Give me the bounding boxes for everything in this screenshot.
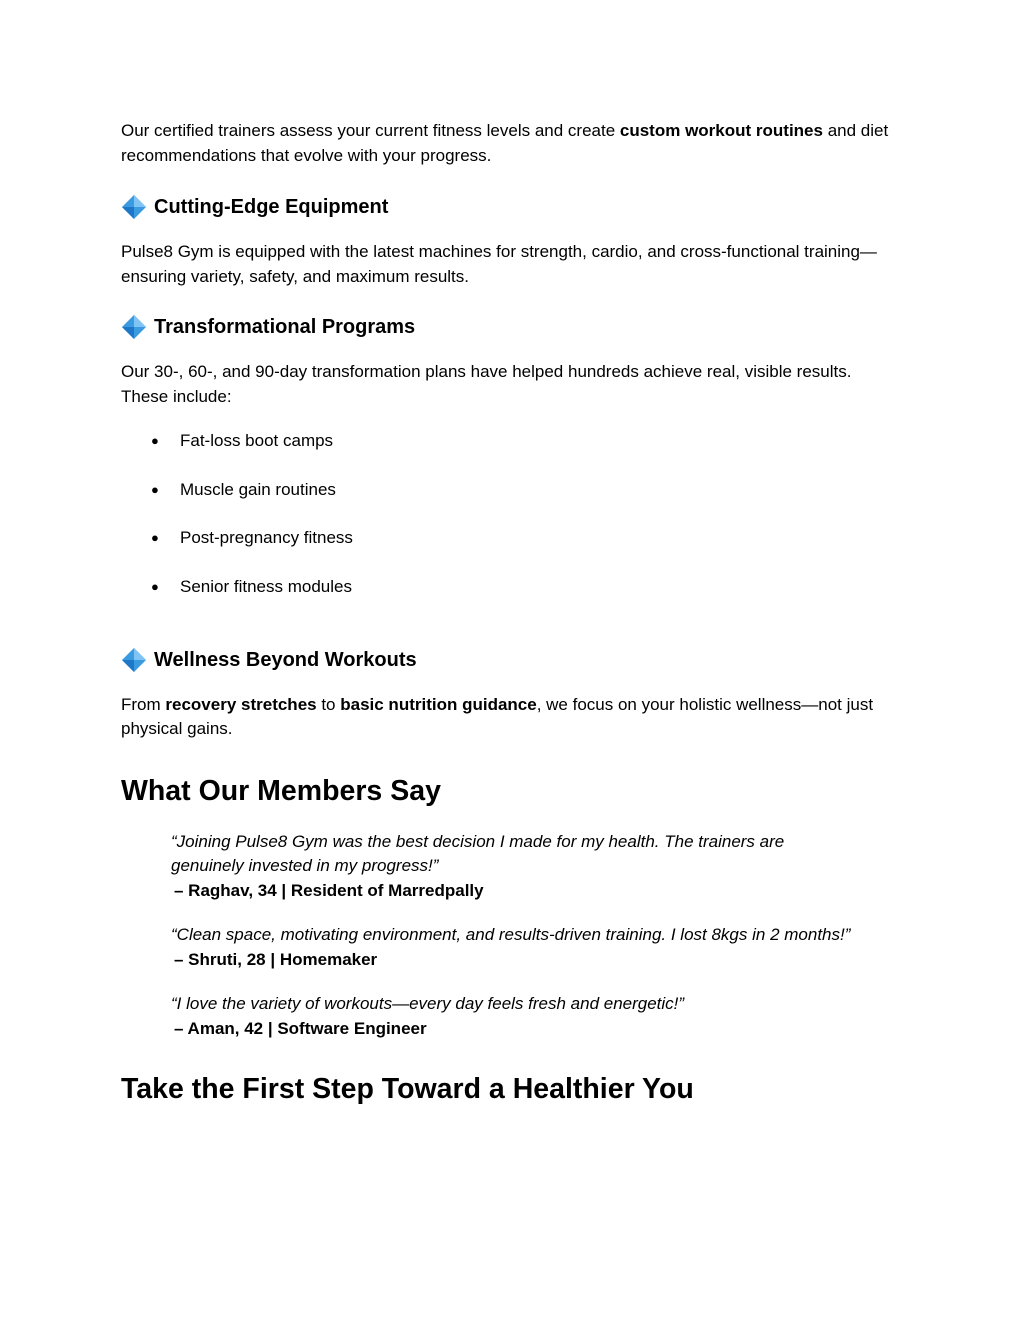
testimonial <box>121 830 911 904</box>
list-item-text: Fat-loss boot camps <box>180 431 334 450</box>
intro-paragraph <box>121 119 901 168</box>
intro-bold-text: custom workout routines <box>619 121 823 140</box>
list-item <box>121 478 911 502</box>
testimonial-quote: “Joining Pulse8 Gym was the best decision I made for my health. The trainers are genuinely invested in my progress!” <box>171 831 785 875</box>
section-cutting-edge-equipment <box>121 194 911 289</box>
bullet-icon: ● <box>151 481 159 497</box>
intro-text-end: and diet recommendations that evolve with your progress. <box>121 121 889 165</box>
body-bold-text: basic nutrition guidance <box>340 694 537 714</box>
testimonial-quote: “Clean space, motivating environment, and results-driven training. I lost 8kgs in 2 months!” <box>171 925 851 944</box>
program-list <box>121 429 911 599</box>
list-item-text: Muscle gain routines <box>180 479 336 499</box>
section-heading-text: Cutting-Edge Equipment <box>154 196 389 218</box>
testimonial-author: – Raghav, 34 | Resident of Marredpally <box>174 880 484 900</box>
testimonial-author: – Aman, 42 | Software Engineer <box>174 1018 427 1038</box>
blue-diamond-icon <box>121 194 147 220</box>
section-body: Pulse8 Gym is equipped with the latest machines for strength, cardio, and cross-functional training—ensuring variety, safety, and maximum results. <box>121 242 877 286</box>
section-heading <box>121 194 911 220</box>
testimonials-section <box>121 773 911 1042</box>
document-page <box>121 119 911 1107</box>
body-text: to <box>316 694 341 714</box>
section-heading <box>121 314 911 340</box>
list-item-text: Post-pregnancy fitness <box>180 528 353 547</box>
list-item <box>121 575 911 599</box>
blue-diamond-icon <box>121 647 147 673</box>
bullet-icon: ● <box>151 578 159 594</box>
testimonial <box>121 992 911 1041</box>
section-body: Our 30-, 60-, and 90-day transformation plans have helped hundreds achieve real, visible results. These include: <box>121 362 852 406</box>
list-item <box>121 526 911 550</box>
list-item <box>121 429 911 453</box>
section-transformational-programs <box>121 314 911 599</box>
section-body <box>121 693 911 742</box>
bullet-icon: ● <box>151 530 159 545</box>
section-heading-text: Wellness Beyond Workouts <box>154 648 417 671</box>
testimonial-author: – Shruti, 28 | Homemaker <box>174 949 378 969</box>
section-wellness-beyond-workouts <box>121 647 911 742</box>
section-heading <box>121 647 911 673</box>
testimonial-quote: “I love the variety of workouts—every day feels fresh and energetic!” <box>171 994 685 1013</box>
testimonials-heading: What Our Members Say <box>121 774 441 807</box>
testimonial <box>121 923 911 972</box>
cta-heading: Take the First Step Toward a Healthier You <box>121 1073 694 1105</box>
list-item-text: Senior fitness modules <box>180 576 352 596</box>
section-heading-text: Transformational Programs <box>154 316 416 338</box>
intro-text: Our certified trainers assess your current fitness levels and create <box>121 121 620 140</box>
body-text: From <box>121 694 166 714</box>
bullet-icon: ● <box>151 433 159 448</box>
body-text: , we focus on your holistic wellness—not just physical gains. <box>121 694 874 738</box>
blue-diamond-icon <box>121 314 147 340</box>
body-bold-text: recovery stretches <box>165 694 317 714</box>
